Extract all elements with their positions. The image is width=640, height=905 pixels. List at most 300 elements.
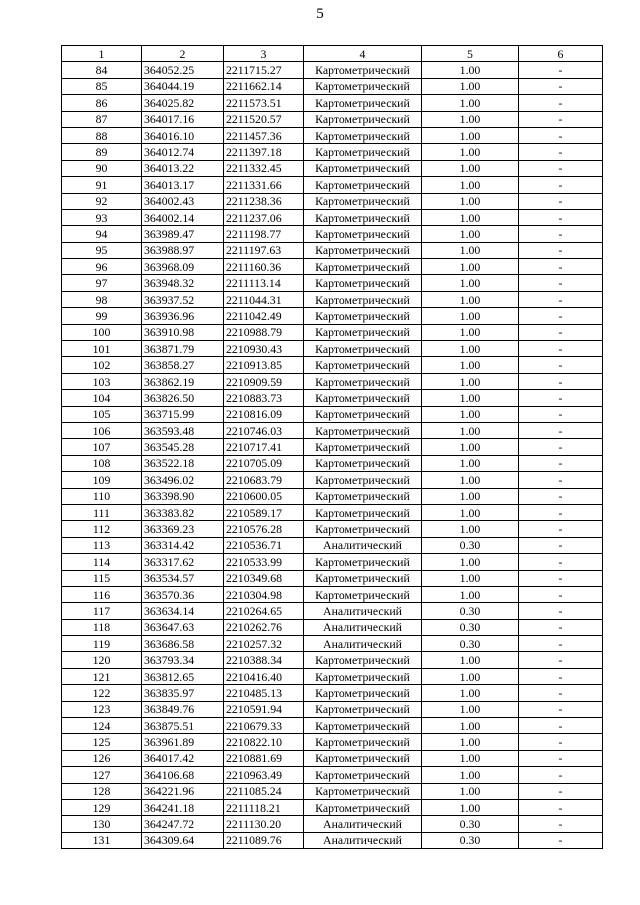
table-row (62, 78, 603, 94)
y-coordinate-cell: 2211331.66 (224, 177, 304, 193)
y-coordinate-cell: 2210533.99 (224, 554, 304, 570)
accuracy-cell: 1.00 (422, 668, 519, 684)
table-row (62, 701, 603, 717)
accuracy-cell: 1.00 (422, 111, 519, 127)
y-coordinate-cell: 2210304.98 (224, 586, 304, 602)
column-header: 5 (422, 46, 519, 62)
point-number-cell: 85 (62, 78, 142, 94)
y-coordinate-cell: 2211130.20 (224, 816, 304, 832)
x-coordinate-cell: 363862.19 (142, 373, 224, 389)
y-coordinate-cell: 2211457.36 (224, 127, 304, 143)
x-coordinate-cell: 364016.10 (142, 127, 224, 143)
point-number-cell: 89 (62, 144, 142, 160)
table-row (62, 554, 603, 570)
y-coordinate-cell: 2210485.13 (224, 685, 304, 701)
note-cell: - (519, 455, 603, 471)
x-coordinate-cell: 363522.18 (142, 455, 224, 471)
point-number-cell: 124 (62, 718, 142, 734)
note-cell: - (519, 324, 603, 340)
column-header: 3 (224, 46, 304, 62)
table-row (62, 783, 603, 799)
x-coordinate-cell: 363545.28 (142, 439, 224, 455)
point-number-cell: 111 (62, 504, 142, 520)
note-cell: - (519, 209, 603, 225)
point-number-cell: 107 (62, 439, 142, 455)
accuracy-cell: 1.00 (422, 144, 519, 160)
method-cell: Картометрический (304, 554, 422, 570)
x-coordinate-cell: 363937.52 (142, 291, 224, 307)
method-cell: Картометрический (304, 504, 422, 520)
page-number: 5 (316, 6, 324, 22)
method-cell: Картометрический (304, 193, 422, 209)
x-coordinate-cell: 363826.50 (142, 390, 224, 406)
accuracy-cell: 1.00 (422, 177, 519, 193)
method-cell: Картометрический (304, 750, 422, 766)
table-row (62, 767, 603, 783)
point-number-cell: 102 (62, 357, 142, 373)
accuracy-cell: 1.00 (422, 95, 519, 111)
y-coordinate-cell: 2210913.85 (224, 357, 304, 373)
accuracy-cell: 1.00 (422, 193, 519, 209)
table-row (62, 422, 603, 438)
accuracy-cell: 1.00 (422, 324, 519, 340)
method-cell: Картометрический (304, 390, 422, 406)
method-cell: Аналитический (304, 636, 422, 652)
point-number-cell: 128 (62, 783, 142, 799)
table-row (62, 160, 603, 176)
point-number-cell: 95 (62, 242, 142, 258)
x-coordinate-cell: 363858.27 (142, 357, 224, 373)
y-coordinate-cell: 2210909.59 (224, 373, 304, 389)
accuracy-cell: 1.00 (422, 406, 519, 422)
y-coordinate-cell: 2210746.03 (224, 422, 304, 438)
table-row (62, 275, 603, 291)
accuracy-cell: 0.30 (422, 619, 519, 635)
accuracy-cell: 1.00 (422, 718, 519, 734)
y-coordinate-cell: 2210683.79 (224, 472, 304, 488)
method-cell: Картометрический (304, 341, 422, 357)
accuracy-cell: 1.00 (422, 652, 519, 668)
point-number-cell: 86 (62, 95, 142, 111)
x-coordinate-cell: 364309.64 (142, 832, 224, 848)
point-number-cell: 87 (62, 111, 142, 127)
y-coordinate-cell: 2210988.79 (224, 324, 304, 340)
y-coordinate-cell: 2211237.06 (224, 209, 304, 225)
table-row (62, 209, 603, 225)
method-cell: Картометрический (304, 406, 422, 422)
accuracy-cell: 1.00 (422, 226, 519, 242)
y-coordinate-cell: 2210591.94 (224, 701, 304, 717)
x-coordinate-cell: 363570.36 (142, 586, 224, 602)
y-coordinate-cell: 2210705.09 (224, 455, 304, 471)
note-cell: - (519, 570, 603, 586)
point-number-cell: 98 (62, 291, 142, 307)
x-coordinate-cell: 364025.82 (142, 95, 224, 111)
x-coordinate-cell: 363314.42 (142, 537, 224, 553)
accuracy-cell: 1.00 (422, 341, 519, 357)
accuracy-cell: 1.00 (422, 127, 519, 143)
note-cell: - (519, 62, 603, 78)
note-cell: - (519, 177, 603, 193)
accuracy-cell: 1.00 (422, 455, 519, 471)
y-coordinate-cell: 2211715.27 (224, 62, 304, 78)
note-cell: - (519, 734, 603, 750)
method-cell: Картометрический (304, 586, 422, 602)
point-number-cell: 110 (62, 488, 142, 504)
accuracy-cell: 1.00 (422, 783, 519, 799)
accuracy-cell: 1.00 (422, 308, 519, 324)
x-coordinate-cell: 363398.90 (142, 488, 224, 504)
note-cell: - (519, 537, 603, 553)
accuracy-cell: 1.00 (422, 160, 519, 176)
y-coordinate-cell: 2211520.57 (224, 111, 304, 127)
table-row (62, 488, 603, 504)
note-cell: - (519, 226, 603, 242)
accuracy-cell: 1.00 (422, 799, 519, 815)
y-coordinate-cell: 2211197.63 (224, 242, 304, 258)
accuracy-cell: 1.00 (422, 422, 519, 438)
accuracy-cell: 1.00 (422, 275, 519, 291)
note-cell: - (519, 406, 603, 422)
x-coordinate-cell: 363634.14 (142, 603, 224, 619)
table-row (62, 226, 603, 242)
accuracy-cell: 1.00 (422, 504, 519, 520)
x-coordinate-cell: 364044.19 (142, 78, 224, 94)
accuracy-cell: 1.00 (422, 439, 519, 455)
point-number-cell: 125 (62, 734, 142, 750)
x-coordinate-cell: 363871.79 (142, 341, 224, 357)
note-cell: - (519, 111, 603, 127)
x-coordinate-cell: 363369.23 (142, 521, 224, 537)
accuracy-cell: 1.00 (422, 62, 519, 78)
y-coordinate-cell: 2211160.36 (224, 259, 304, 275)
note-cell: - (519, 144, 603, 160)
point-number-cell: 93 (62, 209, 142, 225)
note-cell: - (519, 832, 603, 848)
note-cell: - (519, 603, 603, 619)
accuracy-cell: 1.00 (422, 750, 519, 766)
point-number-cell: 88 (62, 127, 142, 143)
method-cell: Картометрический (304, 455, 422, 471)
method-cell: Картометрический (304, 259, 422, 275)
note-cell: - (519, 619, 603, 635)
point-number-cell: 127 (62, 767, 142, 783)
method-cell: Картометрический (304, 160, 422, 176)
table-row (62, 259, 603, 275)
point-number-cell: 84 (62, 62, 142, 78)
accuracy-cell: 1.00 (422, 78, 519, 94)
y-coordinate-cell: 2210883.73 (224, 390, 304, 406)
x-coordinate-cell: 363961.89 (142, 734, 224, 750)
y-coordinate-cell: 2210963.49 (224, 767, 304, 783)
x-coordinate-cell: 363317.62 (142, 554, 224, 570)
accuracy-cell: 1.00 (422, 357, 519, 373)
x-coordinate-cell: 363910.98 (142, 324, 224, 340)
accuracy-cell: 0.30 (422, 603, 519, 619)
note-cell: - (519, 373, 603, 389)
accuracy-cell: 1.00 (422, 521, 519, 537)
note-cell: - (519, 685, 603, 701)
point-number-cell: 92 (62, 193, 142, 209)
x-coordinate-cell: 364052.25 (142, 62, 224, 78)
point-number-cell: 119 (62, 636, 142, 652)
table-row (62, 685, 603, 701)
table-row (62, 341, 603, 357)
x-coordinate-cell: 364017.16 (142, 111, 224, 127)
method-cell: Картометрический (304, 308, 422, 324)
table-row (62, 832, 603, 848)
table-row (62, 586, 603, 602)
table-header-row (62, 46, 603, 62)
table-row (62, 439, 603, 455)
note-cell: - (519, 488, 603, 504)
x-coordinate-cell: 363593.48 (142, 422, 224, 438)
point-number-cell: 90 (62, 160, 142, 176)
method-cell: Аналитический (304, 537, 422, 553)
x-coordinate-cell: 363793.34 (142, 652, 224, 668)
y-coordinate-cell: 2211113.14 (224, 275, 304, 291)
note-cell: - (519, 390, 603, 406)
coordinates-table (61, 45, 603, 849)
point-number-cell: 105 (62, 406, 142, 422)
x-coordinate-cell: 363715.99 (142, 406, 224, 422)
x-coordinate-cell: 363968.09 (142, 259, 224, 275)
point-number-cell: 114 (62, 554, 142, 570)
y-coordinate-cell: 2210589.17 (224, 504, 304, 520)
y-coordinate-cell: 2210881.69 (224, 750, 304, 766)
column-header: 4 (304, 46, 422, 62)
point-number-cell: 100 (62, 324, 142, 340)
y-coordinate-cell: 2211662.14 (224, 78, 304, 94)
method-cell: Картометрический (304, 209, 422, 225)
note-cell: - (519, 767, 603, 783)
accuracy-cell: 1.00 (422, 734, 519, 750)
method-cell: Картометрический (304, 734, 422, 750)
table-row (62, 111, 603, 127)
y-coordinate-cell: 2211089.76 (224, 832, 304, 848)
x-coordinate-cell: 364106.68 (142, 767, 224, 783)
method-cell: Картометрический (304, 127, 422, 143)
x-coordinate-cell: 364002.43 (142, 193, 224, 209)
method-cell: Картометрический (304, 275, 422, 291)
y-coordinate-cell: 2211198.77 (224, 226, 304, 242)
note-cell: - (519, 259, 603, 275)
point-number-cell: 112 (62, 521, 142, 537)
x-coordinate-cell: 364017.42 (142, 750, 224, 766)
point-number-cell: 118 (62, 619, 142, 635)
y-coordinate-cell: 2211044.31 (224, 291, 304, 307)
method-cell: Картометрический (304, 242, 422, 258)
x-coordinate-cell: 363875.51 (142, 718, 224, 734)
x-coordinate-cell: 363936.96 (142, 308, 224, 324)
method-cell: Картометрический (304, 111, 422, 127)
note-cell: - (519, 718, 603, 734)
accuracy-cell: 1.00 (422, 554, 519, 570)
method-cell: Картометрический (304, 570, 422, 586)
table-row (62, 455, 603, 471)
point-number-cell: 120 (62, 652, 142, 668)
y-coordinate-cell: 2210349.68 (224, 570, 304, 586)
y-coordinate-cell: 2211397.18 (224, 144, 304, 160)
method-cell: Картометрический (304, 144, 422, 160)
point-number-cell: 106 (62, 422, 142, 438)
x-coordinate-cell: 363812.65 (142, 668, 224, 684)
accuracy-cell: 0.30 (422, 636, 519, 652)
accuracy-cell: 1.00 (422, 259, 519, 275)
column-header: 6 (519, 46, 603, 62)
note-cell: - (519, 816, 603, 832)
table-row (62, 652, 603, 668)
note-cell: - (519, 242, 603, 258)
table-row (62, 570, 603, 586)
method-cell: Картометрический (304, 78, 422, 94)
table-row (62, 472, 603, 488)
point-number-cell: 113 (62, 537, 142, 553)
x-coordinate-cell: 364241.18 (142, 799, 224, 815)
x-coordinate-cell: 364013.22 (142, 160, 224, 176)
accuracy-cell: 1.00 (422, 242, 519, 258)
table-row (62, 619, 603, 635)
table-row (62, 177, 603, 193)
y-coordinate-cell: 2211573.51 (224, 95, 304, 111)
note-cell: - (519, 341, 603, 357)
method-cell: Аналитический (304, 619, 422, 635)
y-coordinate-cell: 2210264.65 (224, 603, 304, 619)
point-number-cell: 117 (62, 603, 142, 619)
note-cell: - (519, 95, 603, 111)
point-number-cell: 99 (62, 308, 142, 324)
accuracy-cell: 1.00 (422, 701, 519, 717)
note-cell: - (519, 652, 603, 668)
y-coordinate-cell: 2210679.33 (224, 718, 304, 734)
method-cell: Картометрический (304, 62, 422, 78)
note-cell: - (519, 78, 603, 94)
x-coordinate-cell: 363647.63 (142, 619, 224, 635)
point-number-cell: 96 (62, 259, 142, 275)
table-row (62, 390, 603, 406)
accuracy-cell: 0.30 (422, 816, 519, 832)
note-cell: - (519, 668, 603, 684)
x-coordinate-cell: 363534.57 (142, 570, 224, 586)
x-coordinate-cell: 364012.74 (142, 144, 224, 160)
accuracy-cell: 1.00 (422, 373, 519, 389)
note-cell: - (519, 554, 603, 570)
table-row (62, 62, 603, 78)
method-cell: Картометрический (304, 521, 422, 537)
table-row (62, 816, 603, 832)
accuracy-cell: 0.30 (422, 537, 519, 553)
x-coordinate-cell: 363686.58 (142, 636, 224, 652)
column-header: 1 (62, 46, 142, 62)
note-cell: - (519, 521, 603, 537)
table-row (62, 193, 603, 209)
y-coordinate-cell: 2210388.34 (224, 652, 304, 668)
method-cell: Картометрический (304, 324, 422, 340)
table-row (62, 373, 603, 389)
x-coordinate-cell: 363835.97 (142, 685, 224, 701)
table-row (62, 537, 603, 553)
point-number-cell: 121 (62, 668, 142, 684)
table-row (62, 603, 603, 619)
point-number-cell: 126 (62, 750, 142, 766)
point-number-cell: 131 (62, 832, 142, 848)
accuracy-cell: 1.00 (422, 390, 519, 406)
method-cell: Картометрический (304, 291, 422, 307)
method-cell: Аналитический (304, 832, 422, 848)
accuracy-cell: 1.00 (422, 209, 519, 225)
note-cell: - (519, 160, 603, 176)
y-coordinate-cell: 2211085.24 (224, 783, 304, 799)
y-coordinate-cell: 2210600.05 (224, 488, 304, 504)
table-row (62, 144, 603, 160)
x-coordinate-cell: 364247.72 (142, 816, 224, 832)
table-row (62, 127, 603, 143)
accuracy-cell: 1.00 (422, 488, 519, 504)
point-number-cell: 91 (62, 177, 142, 193)
y-coordinate-cell: 2211332.45 (224, 160, 304, 176)
method-cell: Картометрический (304, 783, 422, 799)
method-cell: Картометрический (304, 718, 422, 734)
column-header: 2 (142, 46, 224, 62)
method-cell: Картометрический (304, 439, 422, 455)
table-row (62, 504, 603, 520)
y-coordinate-cell: 2211238.36 (224, 193, 304, 209)
point-number-cell: 122 (62, 685, 142, 701)
y-coordinate-cell: 2210930.43 (224, 341, 304, 357)
table-row (62, 242, 603, 258)
accuracy-cell: 0.30 (422, 832, 519, 848)
accuracy-cell: 1.00 (422, 586, 519, 602)
note-cell: - (519, 701, 603, 717)
method-cell: Картометрический (304, 767, 422, 783)
point-number-cell: 115 (62, 570, 142, 586)
table-row (62, 750, 603, 766)
note-cell: - (519, 193, 603, 209)
point-number-cell: 94 (62, 226, 142, 242)
point-number-cell: 129 (62, 799, 142, 815)
point-number-cell: 108 (62, 455, 142, 471)
point-number-cell: 130 (62, 816, 142, 832)
x-coordinate-cell: 363496.02 (142, 472, 224, 488)
y-coordinate-cell: 2210416.40 (224, 668, 304, 684)
note-cell: - (519, 275, 603, 291)
x-coordinate-cell: 363383.82 (142, 504, 224, 520)
y-coordinate-cell: 2210717.41 (224, 439, 304, 455)
note-cell: - (519, 636, 603, 652)
accuracy-cell: 1.00 (422, 767, 519, 783)
table-row (62, 406, 603, 422)
method-cell: Аналитический (304, 603, 422, 619)
y-coordinate-cell: 2210536.71 (224, 537, 304, 553)
point-number-cell: 97 (62, 275, 142, 291)
x-coordinate-cell: 363948.32 (142, 275, 224, 291)
method-cell: Картометрический (304, 472, 422, 488)
table-row (62, 291, 603, 307)
y-coordinate-cell: 2211042.49 (224, 308, 304, 324)
note-cell: - (519, 504, 603, 520)
table-row (62, 308, 603, 324)
accuracy-cell: 1.00 (422, 570, 519, 586)
method-cell: Картометрический (304, 668, 422, 684)
x-coordinate-cell: 364002.14 (142, 209, 224, 225)
note-cell: - (519, 308, 603, 324)
x-coordinate-cell: 363849.76 (142, 701, 224, 717)
note-cell: - (519, 357, 603, 373)
method-cell: Картометрический (304, 799, 422, 815)
point-number-cell: 116 (62, 586, 142, 602)
y-coordinate-cell: 2210822.10 (224, 734, 304, 750)
point-number-cell: 104 (62, 390, 142, 406)
